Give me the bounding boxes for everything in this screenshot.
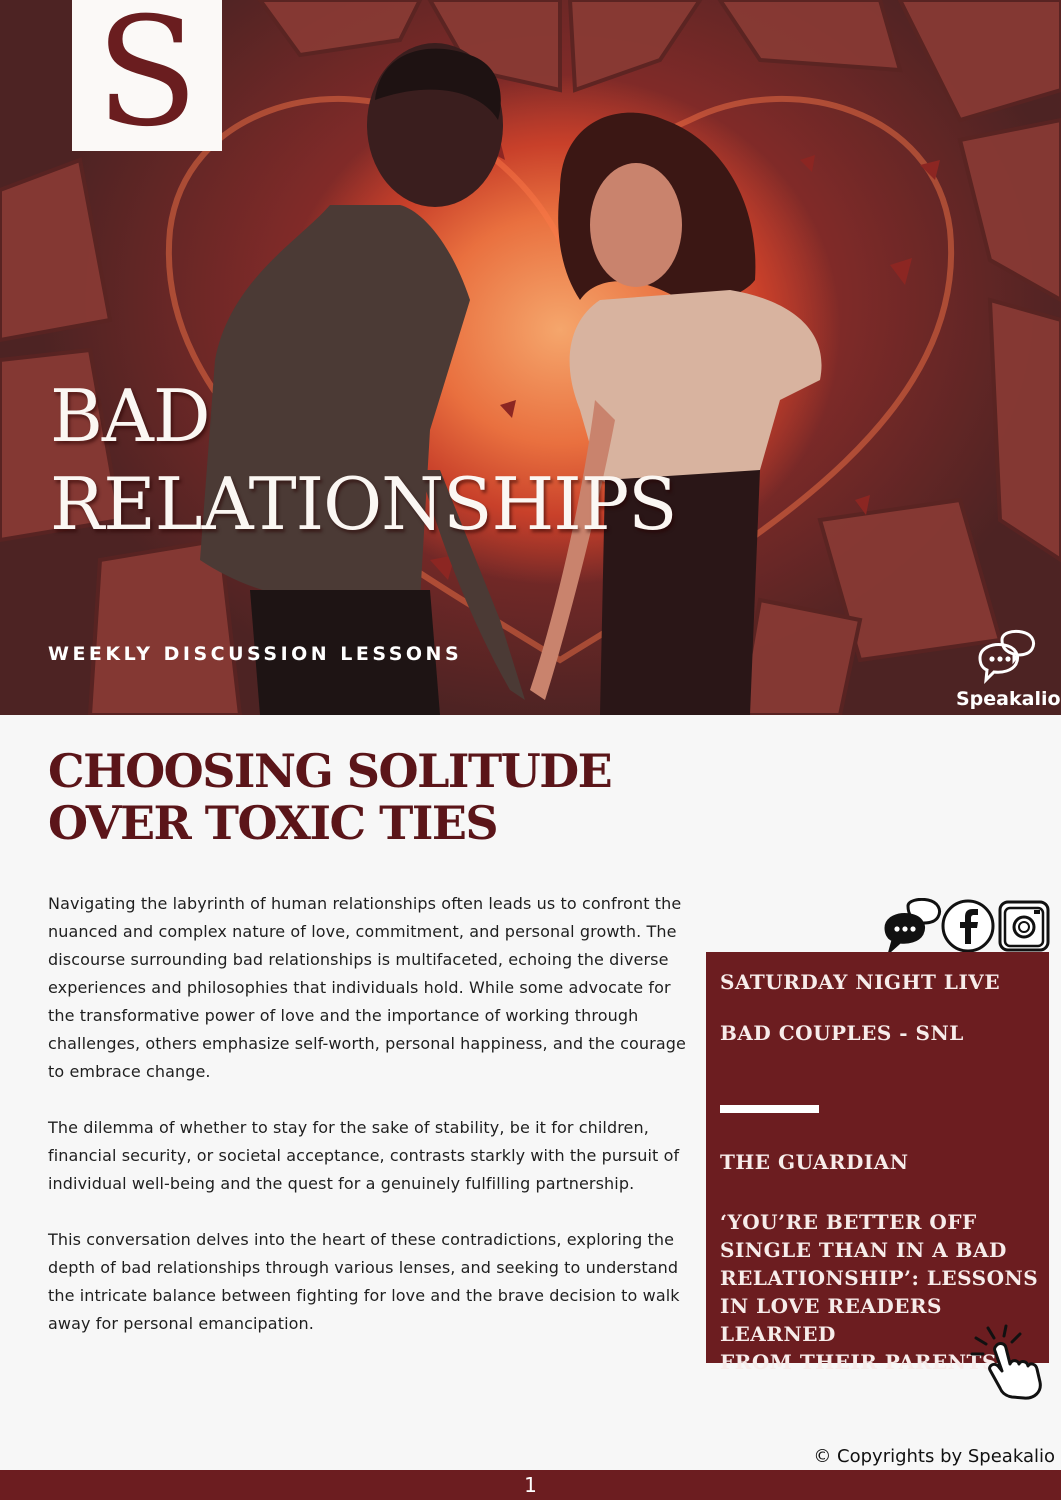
article-body	[48, 890, 698, 1366]
paragraph: The dilemma of whether to stay for the sake of stability, be it for children, financial security, or societal acceptance, contrasts starkly with the pursuit of individual well-being and the quest for a genuinely fulfilling partnership.	[48, 1118, 680, 1193]
divider	[720, 1105, 819, 1113]
click-hand-icon[interactable]	[968, 1324, 1052, 1400]
logo	[72, 0, 222, 160]
brand-badge	[956, 628, 1061, 710]
footer-bar	[0, 1470, 1061, 1500]
resources-box	[706, 952, 1049, 1374]
link-line: ‘YOU’RE BETTER OFF	[720, 1210, 977, 1234]
link-line: SINGLE THAN IN A BAD	[720, 1238, 1007, 1262]
hero-banner	[0, 0, 1061, 715]
instagram-icon[interactable]	[996, 898, 1052, 954]
article-title-line-2: OVER TOXIC TIES	[48, 796, 498, 850]
paragraph: Navigating the labyrinth of human relationships often leads us to confront the nuanced and complex nature of love, commitment, and personal growth. The discourse surrounding bad relationships is multifaceted, echoing the diverse experiences and philosophies that individuals hold. While some advocate for the transformative power of love and the importance of working through challenges, others emphasize self-worth, personal happiness, and the courage to embrace change.	[48, 894, 686, 1081]
link-line: IN LOVE READERS LEARNED	[720, 1294, 942, 1346]
hero-title	[50, 372, 676, 548]
source-snl: SATURDAY NIGHT LIVE	[720, 970, 1001, 994]
hero-subtitle: WEEKLY DISCUSSION LESSONS	[48, 643, 463, 665]
article-title	[48, 745, 611, 849]
logo-letter: S	[95, 0, 199, 160]
link-line: RELATIONSHIP’: LESSONS	[720, 1266, 1039, 1290]
brand-name: Speakalio	[956, 688, 1061, 710]
copyright: © Copyrights by Speakalio	[813, 1446, 1055, 1467]
social-icons	[882, 898, 1052, 954]
chat-bubbles-icon	[974, 628, 1038, 686]
paragraph: This conversation delves into the heart of these contradictions, exploring the depth of bad relationships through various lenses, and seeking to understand the intricate balance between fighting for love and the brave decision to walk away for personal emancipation.	[48, 1230, 680, 1333]
hero-title-line-2: RELATIONSHIPS	[50, 462, 677, 546]
link-line: FROM THEIR PARENTS	[720, 1350, 997, 1374]
link-bad-couples-snl[interactable]: BAD COUPLES - SNL	[720, 1021, 964, 1045]
article-title-line-1: CHOOSING SOLITUDE	[48, 744, 612, 798]
facebook-icon[interactable]	[940, 898, 996, 954]
source-guardian: THE GUARDIAN	[720, 1150, 909, 1174]
speech-bubbles-icon[interactable]	[882, 898, 942, 954]
hero-title-line-1: BAD	[50, 374, 210, 458]
page-number: 1	[524, 1473, 537, 1497]
